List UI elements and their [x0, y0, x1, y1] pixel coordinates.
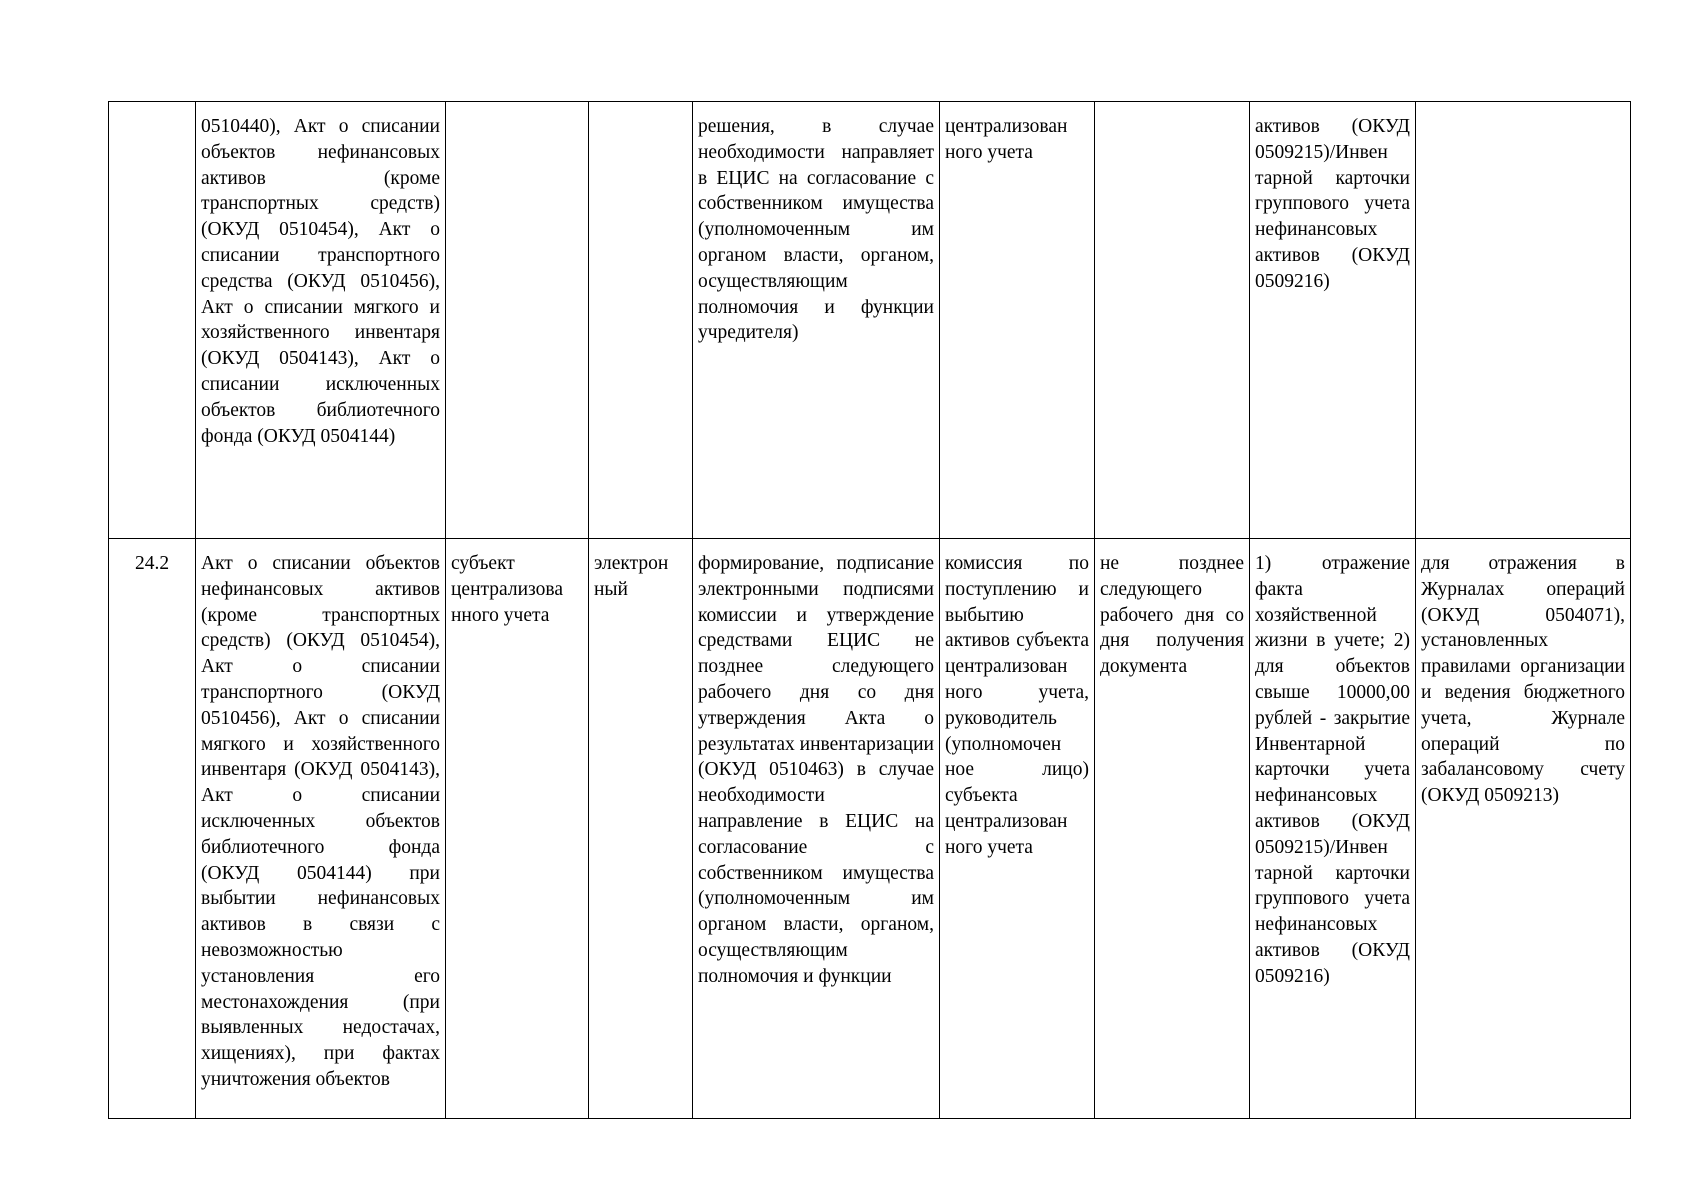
deadline-cell: не позднее следующего рабочего дня со дня получения документа: [1095, 539, 1250, 1119]
document-name-cell: 0510440), Акт о списании объектов нефинансовых активов (кроме транспортных средств) (ОКУД 0510454), Акт о списании транспортного средства (ОКУД 0510456), Акт о списании мягкого и хозяйственного инвентаря (ОКУД 0504143), Акт о списании исключенных объектов библиотечного фонда (ОКУД 0504144): [196, 102, 446, 539]
form-cell: электрон ный: [589, 539, 693, 1119]
responsible-cell: комиссия по поступлению и выбытию активов субъекта централизован ного учета, руководитель (уполномочен ное лицо) субъекта централизован ного учета: [940, 539, 1095, 1119]
deadline-cell: [1095, 102, 1250, 539]
creator-cell: [446, 102, 589, 539]
result-cell: активов (ОКУД 0509215)/Инвен тарной карточки группового учета нефинансовых активов (ОКУД 0509216): [1250, 102, 1416, 539]
document-table: [108, 101, 1631, 1119]
document-name-cell: Акт о списании объектов нефинансовых активов (кроме транспортных средств) (ОКУД 0510454), Акт о списании транспортного (ОКУД 0510456), Акт о списании мягкого и хозяйственного инвентаря (ОКУД 0504143), Акт о списании исключенных объектов библиотечного фонда (ОКУД 0504144) при выбытии нефинансовых активов в связи с невозможностью установления его местонахождения (при выявленных недостачах, хищениях), при фактах уничтожения объектов: [196, 539, 446, 1119]
purpose-cell: [1416, 102, 1631, 539]
procedure-cell: формирование, подписание электронными подписями комиссии и утверждение средствами ЕЦИС не позднее следующего рабочего дня со дня утверждения Акта о результатах инвентаризации (ОКУД 0510463) в случае необходимости направление в ЕЦИС на согласование с собственником имущества (уполномоченным им органом власти, органом, осуществляющим полномочия и функции: [693, 539, 940, 1119]
result-cell: 1) отражение факта хозяйственной жизни в учете; 2) для объектов свыше 10000,00 рублей - закрытие Инвентарной карточки учета нефинансовых активов (ОКУД 0509215)/Инвен тарной карточки группового учета нефинансовых активов (ОКУД 0509216): [1250, 539, 1416, 1119]
form-cell: [589, 102, 693, 539]
row-number-cell: [109, 102, 196, 539]
table-row: [109, 539, 1631, 1119]
purpose-cell: для отражения в Журналах операций (ОКУД 0504071), установленных правилами организации и ведения бюджетного учета, Журнале операций по забалансовому счету (ОКУД 0509213): [1416, 539, 1631, 1119]
row-number-cell: 24.2: [109, 539, 196, 1119]
responsible-cell: централизован ного учета: [940, 102, 1095, 539]
table-row: [109, 102, 1631, 539]
procedure-cell: решения, в случае необходимости направляет в ЕЦИС на согласование с собственником имущества (уполномоченным им органом власти, органом, осуществляющим полномочия и функции учредителя): [693, 102, 940, 539]
creator-cell: субъект централизова нного учета: [446, 539, 589, 1119]
